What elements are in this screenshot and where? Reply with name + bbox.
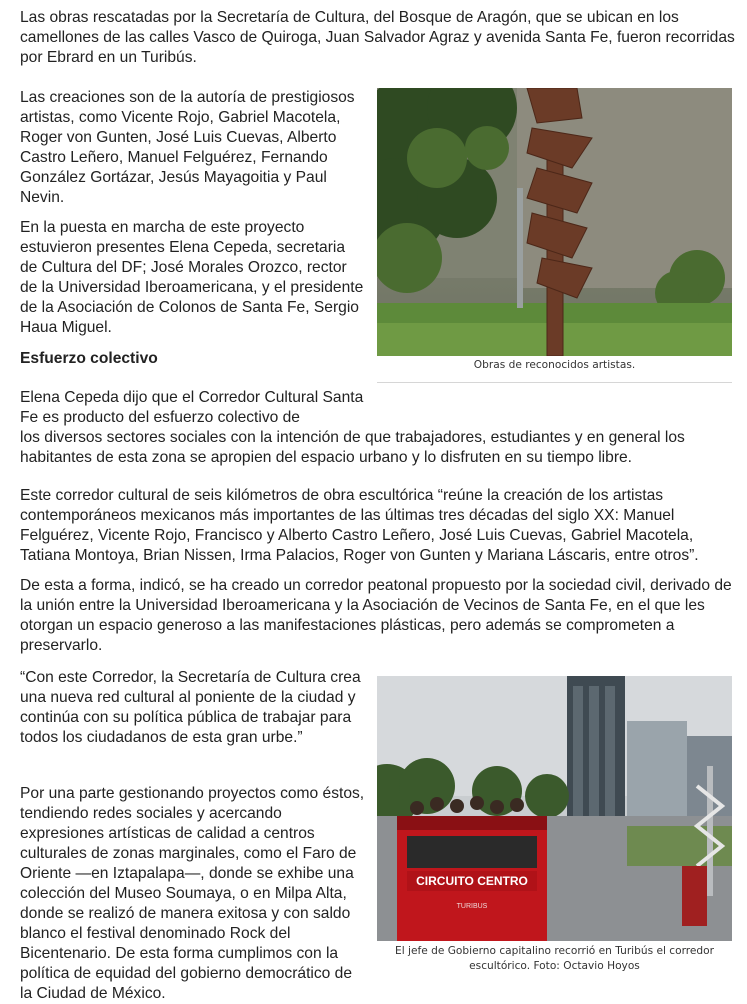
paragraph-pedestrian: De esta a forma, indicó, se ha creado un corredor peatonal propuesto por la sociedad civil, derivado de la unión entre la Universidad Iberoamericana y la Asociación de Vecinos de Santa Fe, en el que les otorgan un espacio generoso a las manifestaciones plásticas, pero además se comprometen a preservarlo.: [20, 577, 732, 654]
paragraph-effort-end: los diversos sectores sociales con la intención de que trabajadores, estudiantes y en general los habitantes de esta zona se apropien del espacio urbano y lo disfruten en su tiempo libre.: [20, 429, 685, 466]
figure-sculpture: [377, 88, 732, 384]
bus-brand: TURIBUS: [456, 903, 488, 910]
paragraph-effort-start: Elena Cepeda dijo que el Corredor Cultural Santa Fe es producto del esfuerzo colectivo de: [20, 389, 364, 426]
caption-sculpture: Obras de reconocidos artistas.: [473, 359, 636, 371]
caption-divider: [377, 382, 732, 383]
bus-photo: [377, 676, 732, 941]
caption-bus: El jefe de Gobierno capitalino recorrió en Turibús el corredor escultórico. Foto: Octavio Hoyos: [395, 945, 714, 972]
sculpture-photo: [377, 88, 732, 356]
paragraph-intro: Las obras rescatadas por la Secretaría de Cultura, del Bosque de Aragón, que se ubican en los camellones de las calles Vasco de Quiroga, Juan Salvador Agraz y avenida Santa Fe, fueron recorridas por Ebrard en un Turibús.: [20, 9, 735, 66]
section-heading: Esfuerzo colectivo: [20, 350, 158, 367]
paragraph-policy: Por una parte gestionando proyectos como éstos, tendiendo redes sociales y acercando expresiones artísticas de calidad a centros culturales de zonas marginales, como el Faro de Oriente —en Iztapalapa—, donde se exhibe una colección del Museo Soumaya, o en Milpa Alta, donde se realizó de manera exitosa y con saldo blanco el festival denominado Rock del Bicentenario. De esta forma cumplimos con la política de equidad del gobierno democrático de la Ciudad de México.: [20, 785, 365, 1002]
paragraph-quote: “Con este Corredor, la Secretaría de Cultura crea una nueva red cultural al poniente de la ciudad y continúa con su política pública de trabajar para todos los ciudadanos de esta gran urbe.”: [20, 669, 361, 746]
paragraph-artists: Las creaciones son de la autoría de prestigiosos artistas, como Vicente Rojo, Gabriel Macotela, Roger von Gunten, José Luis Cuevas, Alberto Castro Leñero, Manuel Felguérez, Fernando González Gortázar, Jesús Mayagoitia y Paul Nevin.: [20, 89, 355, 206]
paragraph-corridor: Este corredor cultural de seis kilómetros de obra escultórica “reúne la creación de los artistas contemporáneos mexicanos más importantes de las últimas tres décadas del siglo XX: Manuel Felguérez, Vicente Rojo, Francisco y Alberto Castro Leñero, José Luis Cuevas, Gabriel Macotela, Tatiana Montoya, Brian Nissen, Irma Palacios, Roger von Gunten y Mariana Láscaris, entre otros”.: [20, 487, 699, 564]
paragraph-attendees: En la puesta en marcha de este proyecto estuvieron presentes Elena Cepeda, secretaria de Cultura del DF; José Morales Orozco, rector de la Universidad Iberoamericana, y el presidente de la Asociación de Colonos de Santa Fe, Sergio Haua Miguel.: [20, 219, 364, 336]
bus-sign: CIRCUITO CENTRO: [416, 874, 528, 888]
figure-bus: [377, 676, 732, 976]
